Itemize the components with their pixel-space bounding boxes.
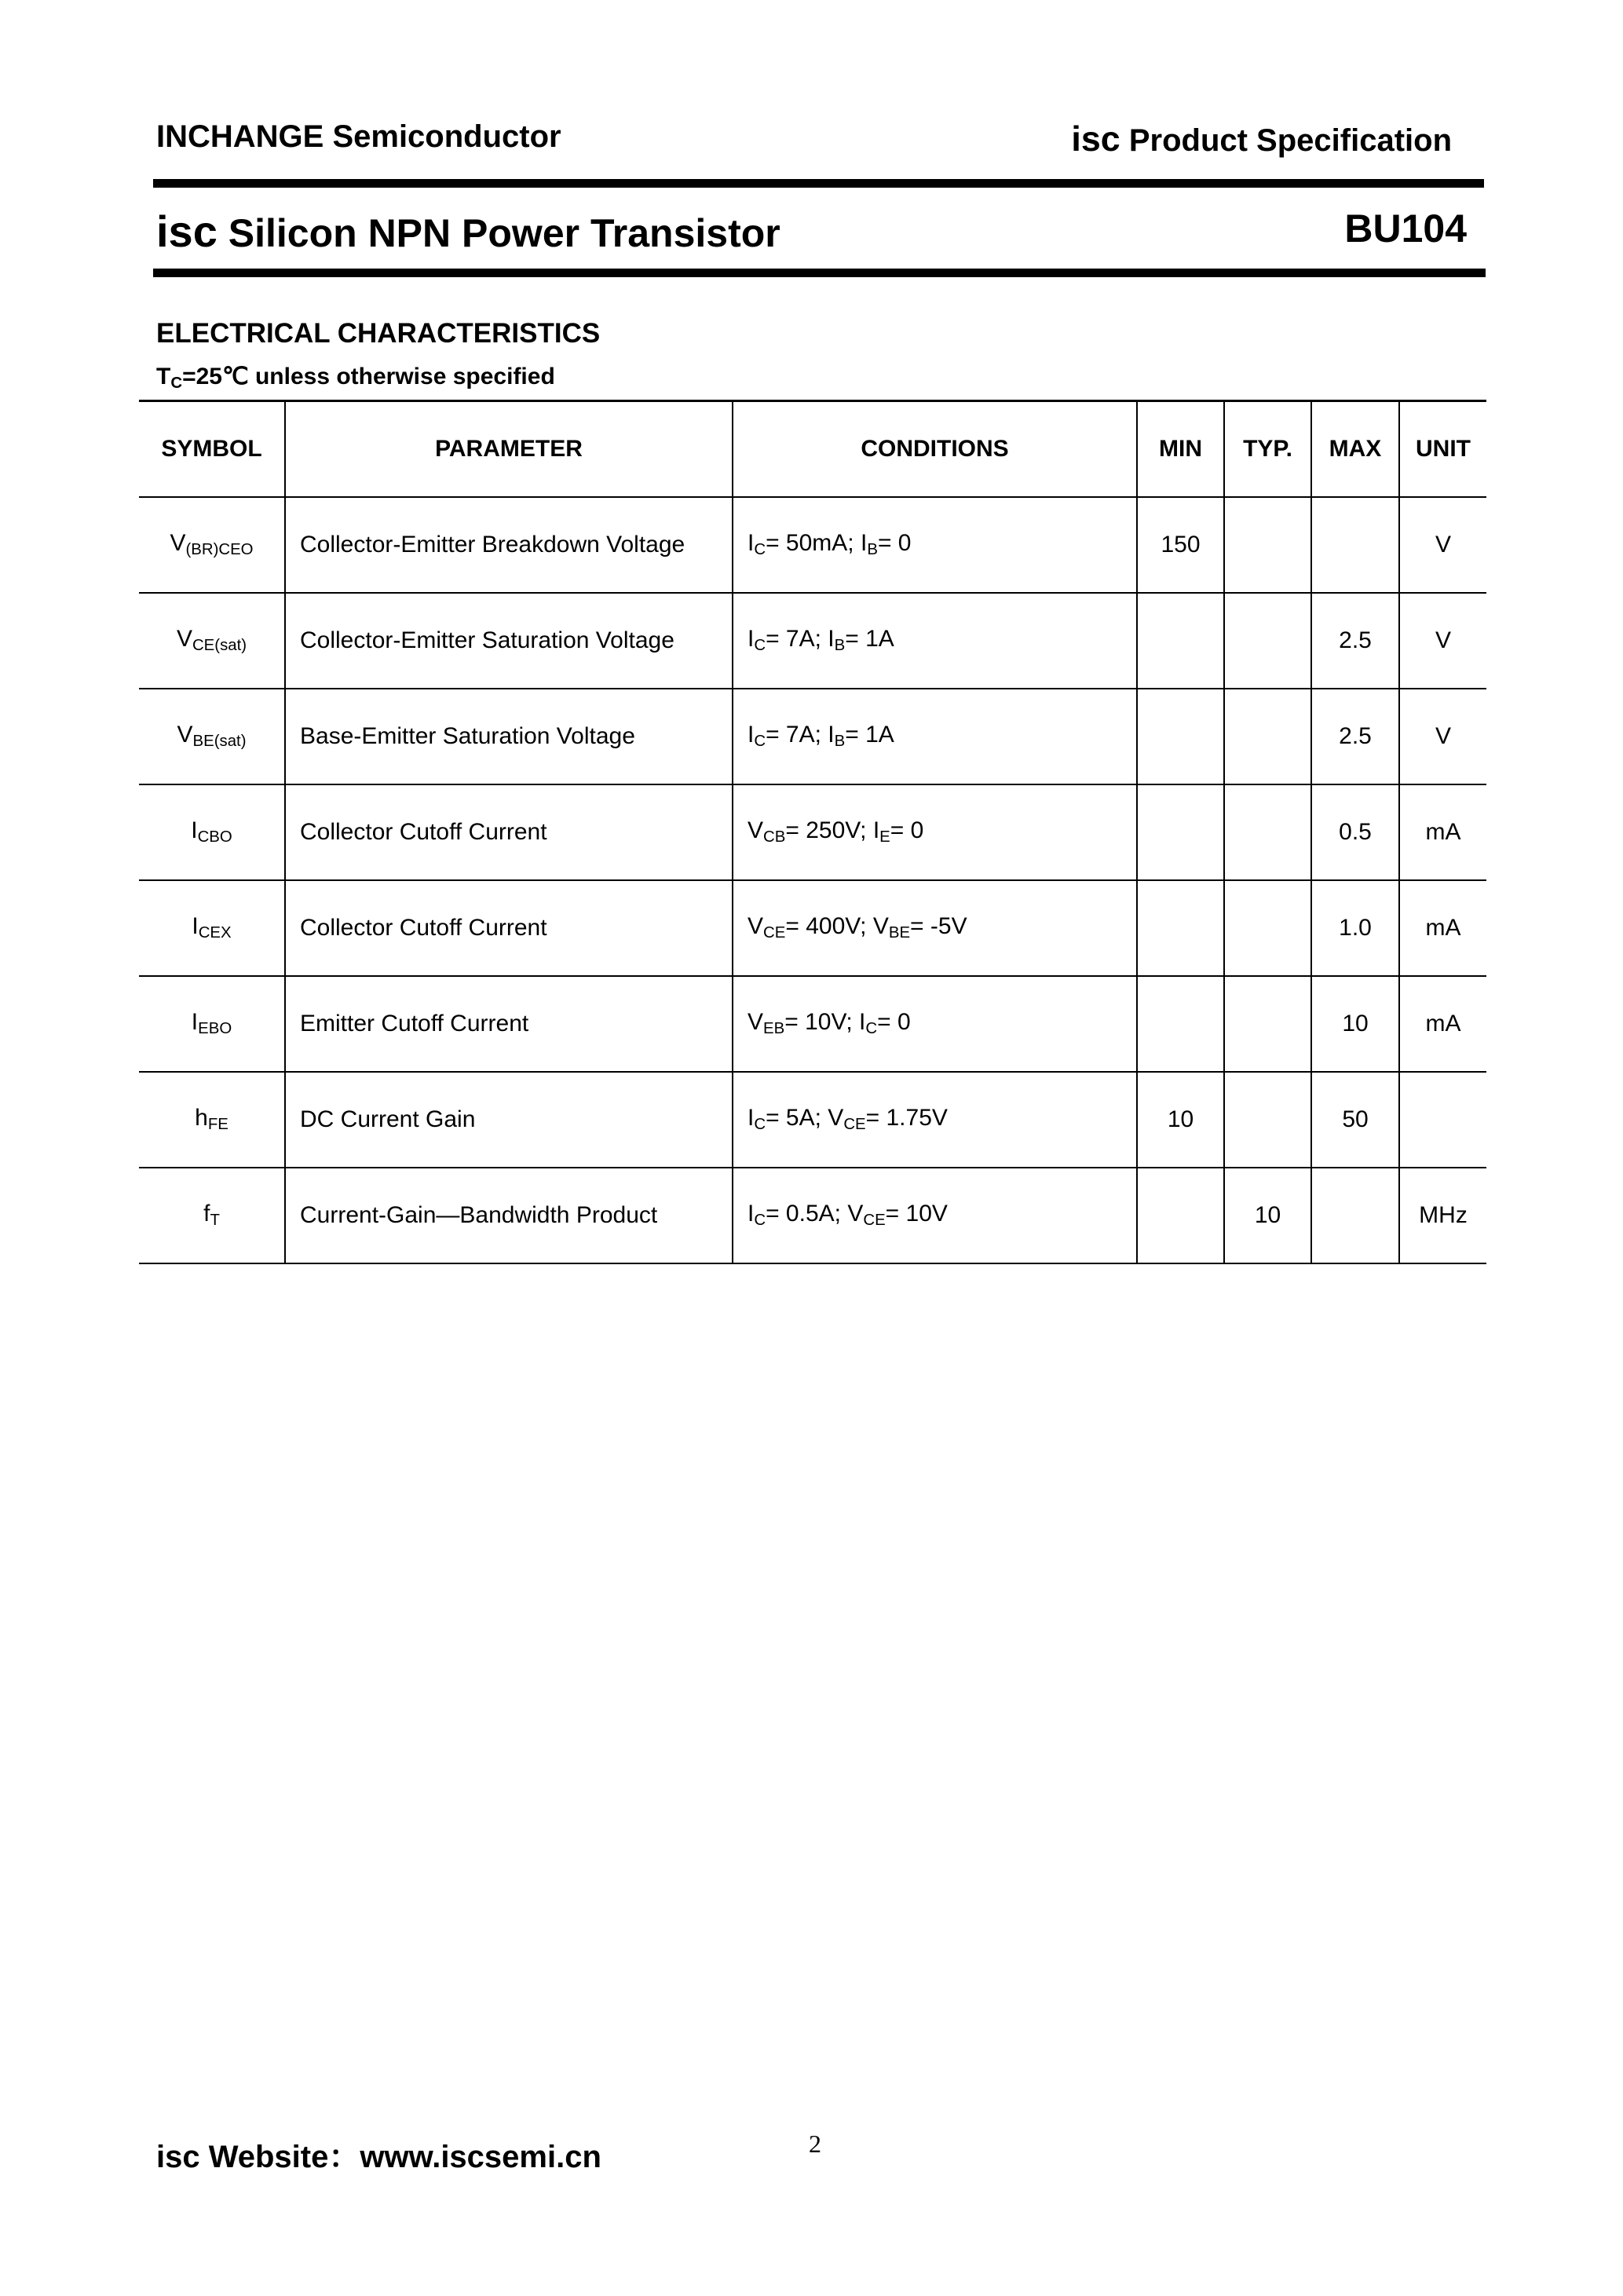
cond-value: = 7A; bbox=[766, 722, 828, 748]
min-cell bbox=[1137, 1168, 1224, 1263]
cond-subscript: CE bbox=[863, 1212, 886, 1230]
cond-symbol: I bbox=[828, 722, 835, 748]
cond-value: = 0 bbox=[890, 817, 924, 844]
cond-value: = 0.5A; bbox=[766, 1201, 848, 1227]
max-cell bbox=[1311, 497, 1399, 593]
unit-cell: mA bbox=[1399, 880, 1486, 976]
cond-symbol: I bbox=[748, 1105, 755, 1132]
parameter-cell: Current-Gain—Bandwidth Product bbox=[285, 1168, 733, 1263]
table-row bbox=[139, 784, 1486, 880]
cond-subscript: CB bbox=[763, 828, 786, 846]
cond-subscript: EB bbox=[763, 1020, 785, 1038]
symbol: h bbox=[195, 1105, 208, 1132]
conditions-cell bbox=[733, 1072, 1137, 1168]
table-row bbox=[139, 689, 1486, 784]
symbol: V bbox=[176, 626, 192, 653]
table-row bbox=[139, 1072, 1486, 1168]
max-cell bbox=[1311, 1168, 1399, 1263]
symbol: I bbox=[191, 817, 198, 844]
cond-subscript: B bbox=[867, 541, 878, 559]
symbol-subscript: FE bbox=[207, 1116, 228, 1134]
cond-symbol: V bbox=[748, 1009, 764, 1036]
table-row bbox=[139, 880, 1486, 976]
unit-cell: V bbox=[1399, 593, 1486, 689]
cond-symbol: V bbox=[847, 1201, 864, 1227]
spec-label bbox=[1071, 119, 1452, 159]
cond-symbol: V bbox=[748, 913, 764, 940]
min-cell bbox=[1137, 784, 1224, 880]
symbol-subscript: CEX bbox=[198, 924, 232, 942]
cond-symbol: V bbox=[748, 817, 764, 844]
table-row bbox=[139, 1168, 1486, 1263]
header-rule bbox=[153, 179, 1484, 188]
symbol-cell bbox=[139, 497, 285, 593]
symbol: I bbox=[191, 1009, 199, 1036]
cond-symbol: I bbox=[860, 530, 868, 557]
cond-value: = 1A bbox=[845, 722, 894, 748]
min-cell: 150 bbox=[1137, 497, 1224, 593]
symbol-cell bbox=[139, 880, 285, 976]
table-header bbox=[139, 401, 1486, 498]
cond-symbol: I bbox=[748, 1201, 755, 1227]
cond-symbol: I bbox=[748, 722, 755, 748]
cond-value: = 250V; bbox=[785, 817, 873, 844]
parameter-cell: Emitter Cutoff Current bbox=[285, 976, 733, 1072]
cond-value: = 1A bbox=[845, 626, 894, 653]
column-header: TYP. bbox=[1224, 401, 1311, 498]
cond-symbol: T bbox=[156, 364, 171, 389]
conditions-cell bbox=[733, 497, 1137, 593]
conditions-cell bbox=[733, 689, 1137, 784]
symbol-cell bbox=[139, 784, 285, 880]
cond-subscript: C bbox=[754, 541, 766, 559]
characteristics-table bbox=[139, 400, 1486, 1264]
symbol-cell bbox=[139, 689, 285, 784]
typ-cell bbox=[1224, 880, 1311, 976]
cond-value: = 5A; bbox=[766, 1105, 828, 1132]
cond-subscript: C bbox=[754, 637, 766, 655]
column-header: CONDITIONS bbox=[733, 401, 1137, 498]
cond-value: = 1.75V bbox=[865, 1105, 948, 1132]
parameter-cell: Collector Cutoff Current bbox=[285, 880, 733, 976]
unit-cell: V bbox=[1399, 689, 1486, 784]
cond-value: = 10V bbox=[885, 1201, 948, 1227]
max-cell: 50 bbox=[1311, 1072, 1399, 1168]
isc-logo-text: isc bbox=[1071, 119, 1120, 159]
conditions-cell bbox=[733, 1168, 1137, 1263]
symbol-subscript: EBO bbox=[198, 1020, 232, 1038]
typ-cell: 10 bbox=[1224, 1168, 1311, 1263]
table-row bbox=[139, 976, 1486, 1072]
company-name: INCHANGE Semiconductor bbox=[156, 119, 561, 154]
parameter-cell: DC Current Gain bbox=[285, 1072, 733, 1168]
cond-subscript: CE bbox=[763, 924, 786, 942]
min-cell: 10 bbox=[1137, 1072, 1224, 1168]
max-cell: 1.0 bbox=[1311, 880, 1399, 976]
symbol-subscript: CBO bbox=[197, 828, 232, 846]
unit-cell bbox=[1399, 1072, 1486, 1168]
title-rule bbox=[153, 269, 1486, 277]
symbol: I bbox=[192, 913, 199, 940]
max-cell: 10 bbox=[1311, 976, 1399, 1072]
symbol-cell bbox=[139, 1168, 285, 1263]
cond-symbol: I bbox=[748, 626, 755, 653]
cond-value: = 0 bbox=[877, 1009, 911, 1036]
column-header: MAX bbox=[1311, 401, 1399, 498]
min-cell bbox=[1137, 593, 1224, 689]
symbol-subscript: BE(sat) bbox=[192, 733, 247, 751]
cond-text: =25℃ unless otherwise specified bbox=[182, 364, 555, 389]
cond-subscript: CE bbox=[843, 1116, 866, 1134]
column-header: MIN bbox=[1137, 401, 1224, 498]
title-text: Silicon NPN Power Transistor bbox=[228, 211, 780, 255]
parameter-cell: Collector Cutoff Current bbox=[285, 784, 733, 880]
part-number: BU104 bbox=[1344, 207, 1467, 250]
conditions-cell bbox=[733, 593, 1137, 689]
symbol-subscript: T bbox=[210, 1212, 220, 1230]
conditions-cell bbox=[733, 880, 1137, 976]
cond-value: = 10V; bbox=[784, 1009, 860, 1036]
unit-cell: MHz bbox=[1399, 1168, 1486, 1263]
cond-value: = -5V bbox=[910, 913, 967, 940]
symbol-subscript: (BR)CEO bbox=[185, 541, 254, 559]
typ-cell bbox=[1224, 497, 1311, 593]
symbol: V bbox=[170, 530, 186, 557]
parameter-cell: Collector-Emitter Breakdown Voltage bbox=[285, 497, 733, 593]
cond-subscript: BE bbox=[888, 924, 911, 942]
typ-cell bbox=[1224, 689, 1311, 784]
test-condition bbox=[156, 363, 555, 393]
cond-symbol: I bbox=[748, 530, 755, 557]
symbol-cell bbox=[139, 1072, 285, 1168]
table-row bbox=[139, 497, 1486, 593]
cond-symbol: I bbox=[859, 1009, 866, 1036]
column-header: UNIT bbox=[1399, 401, 1486, 498]
cond-subscript: C bbox=[865, 1020, 878, 1038]
unit-cell: mA bbox=[1399, 784, 1486, 880]
page-number: 2 bbox=[809, 2130, 821, 2158]
conditions-cell bbox=[733, 976, 1137, 1072]
max-cell: 2.5 bbox=[1311, 593, 1399, 689]
symbol: f bbox=[203, 1201, 210, 1227]
cond-subscript: C bbox=[754, 733, 766, 751]
min-cell bbox=[1137, 880, 1224, 976]
conditions-cell bbox=[733, 784, 1137, 880]
cond-subscript: B bbox=[834, 733, 846, 751]
footer-website: isc Website：www.iscsemi.cn bbox=[156, 2140, 601, 2174]
unit-cell: V bbox=[1399, 497, 1486, 593]
symbol: V bbox=[177, 722, 193, 748]
cond-subscript: B bbox=[834, 637, 846, 655]
cond-subscript: E bbox=[879, 828, 890, 846]
min-cell bbox=[1137, 976, 1224, 1072]
page-title bbox=[156, 206, 780, 257]
cond-subscript: C bbox=[754, 1116, 766, 1134]
cond-value: = 400V; bbox=[785, 913, 873, 940]
parameter-cell: Collector-Emitter Saturation Voltage bbox=[285, 593, 733, 689]
table-row bbox=[139, 593, 1486, 689]
cond-symbol: I bbox=[872, 817, 880, 844]
cond-symbol: V bbox=[872, 913, 889, 940]
symbol-cell bbox=[139, 976, 285, 1072]
cond-value: = 0 bbox=[877, 530, 912, 557]
max-cell: 2.5 bbox=[1311, 689, 1399, 784]
typ-cell bbox=[1224, 976, 1311, 1072]
cond-value: = 7A; bbox=[766, 626, 828, 653]
column-header: PARAMETER bbox=[285, 401, 733, 498]
typ-cell bbox=[1224, 1072, 1311, 1168]
min-cell bbox=[1137, 689, 1224, 784]
cond-subscript: C bbox=[754, 1212, 766, 1230]
section-heading: ELECTRICAL CHARACTERISTICS bbox=[156, 318, 601, 349]
unit-cell: mA bbox=[1399, 976, 1486, 1072]
parameter-cell: Base-Emitter Saturation Voltage bbox=[285, 689, 733, 784]
cond-symbol: V bbox=[828, 1105, 844, 1132]
typ-cell bbox=[1224, 593, 1311, 689]
isc-logo-text: isc bbox=[156, 207, 217, 256]
column-header: SYMBOL bbox=[139, 401, 285, 498]
cond-subscript: C bbox=[170, 375, 183, 393]
max-cell: 0.5 bbox=[1311, 784, 1399, 880]
symbol-cell bbox=[139, 593, 285, 689]
typ-cell bbox=[1224, 784, 1311, 880]
cond-symbol: I bbox=[828, 626, 835, 653]
spec-text: Product Specification bbox=[1128, 123, 1452, 158]
cond-value: = 50mA; bbox=[766, 530, 861, 557]
symbol-subscript: CE(sat) bbox=[192, 637, 247, 655]
